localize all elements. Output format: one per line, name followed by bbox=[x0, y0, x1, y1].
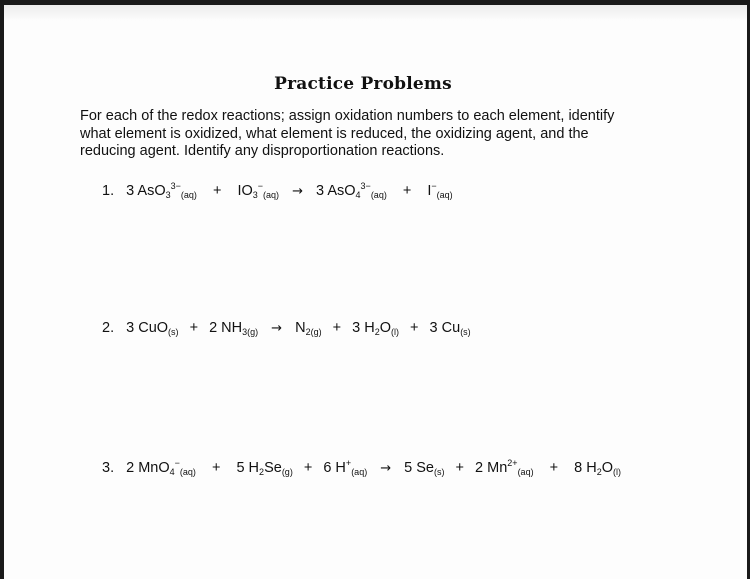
reaction-arrow: → bbox=[292, 184, 303, 199]
product-selenium: 5 $Se_{(s)}$ bbox=[404, 460, 445, 477]
reactant-ammonia: 2 $NH_{3(g)}$ bbox=[209, 320, 259, 337]
plus-sign: + bbox=[455, 460, 465, 476]
reactant-copper-oxide: 3 CuO$_{(s)}$ bbox=[126, 320, 179, 337]
product-iodide: $I^-_{(aq)}$ bbox=[427, 181, 453, 200]
product-manganese-ion: 2 $Mn^{2+}_{(aq)}$ bbox=[475, 458, 534, 477]
page-edge-shadow bbox=[4, 5, 747, 21]
plus-sign: + bbox=[212, 183, 222, 199]
problem-number: 3. bbox=[102, 460, 115, 476]
product-water: 3 $H_2O_{(l)}$ bbox=[352, 320, 400, 337]
instructions-paragraph bbox=[80, 108, 640, 161]
instructions-line: For each of the redox reactions; assign oxidation numbers to each element, identify bbox=[80, 108, 615, 124]
reactant-iodate: $IO_3^-_{(aq)}$ bbox=[237, 181, 280, 200]
plus-sign: + bbox=[402, 183, 412, 199]
plus-sign: + bbox=[549, 460, 559, 476]
reactant-permanganate: 2 MnO$_4$−$_{(aq)}$ bbox=[126, 458, 196, 477]
product-water: 8 $H_2O_{(l)}$ bbox=[574, 460, 621, 477]
plus-sign: + bbox=[189, 320, 199, 336]
reaction-arrow: → bbox=[271, 321, 283, 336]
reactant-hydrogen-selenide: 5 $H_2Se_{(g)}$ bbox=[236, 460, 293, 477]
plus-sign: + bbox=[303, 460, 313, 476]
product-copper: 3 $Cu_{(s)}$ bbox=[429, 320, 471, 337]
plus-sign: + bbox=[410, 320, 419, 336]
reactant-arsenite: 3 AsO$_3^{3-}_{(aq)}$ bbox=[126, 181, 197, 200]
problem-2-equation bbox=[102, 320, 471, 337]
product-arsenate: 3 AsO$_4^{3-}_{(aq)}$ bbox=[316, 181, 387, 200]
reactant-hydrogen-ion: 6 $H^+_{(aq)}$ bbox=[323, 458, 368, 477]
product-nitrogen: $N_{2(g)}$ bbox=[295, 320, 322, 337]
problem-number: 2. bbox=[102, 320, 115, 336]
plus-sign: + bbox=[211, 460, 221, 476]
plus-sign: + bbox=[332, 320, 342, 336]
instructions-line: reducing agent. Identify any disproportionation reactions. bbox=[80, 143, 445, 159]
instructions-line: what element is oxidized, what element is reduced, the oxidizing agent, and the bbox=[80, 125, 589, 142]
problem-3-equation bbox=[102, 458, 621, 477]
reaction-arrow: → bbox=[380, 461, 392, 476]
problem-number: 1. bbox=[102, 183, 115, 199]
page-title: Practice Problems bbox=[274, 74, 452, 94]
problem-1-equation bbox=[102, 181, 453, 200]
